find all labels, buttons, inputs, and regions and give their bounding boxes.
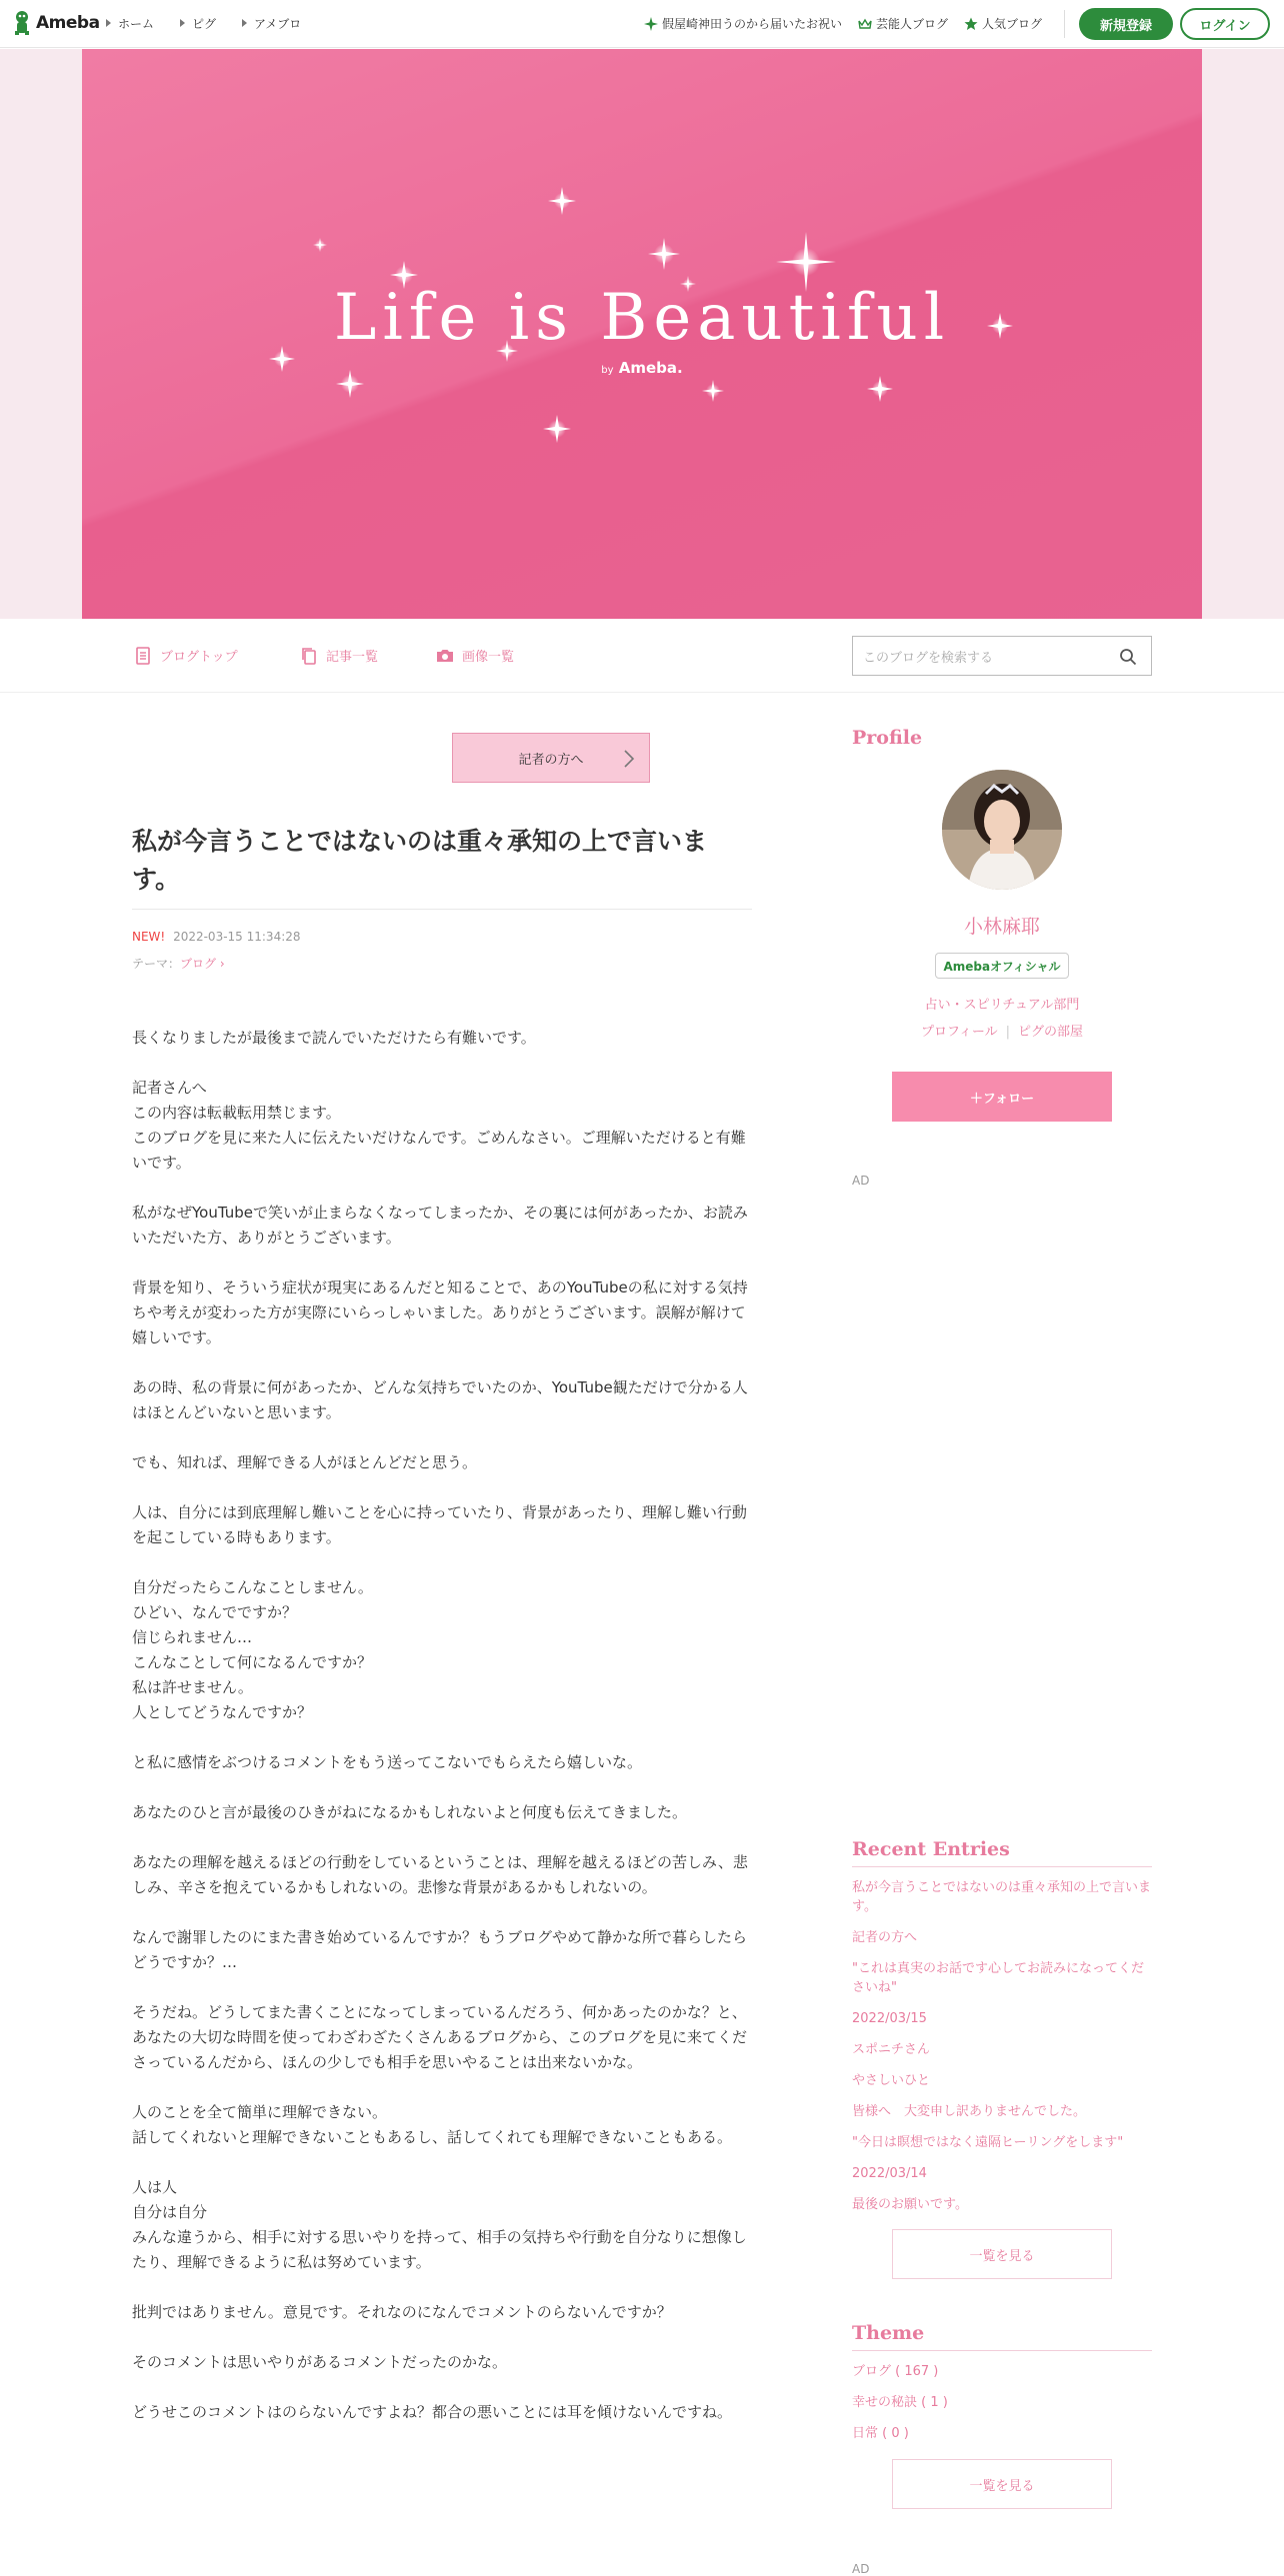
entry-paragraph: 背景を知り、そういう症状が現実にあるんだと知ることで、あのYouTubeの私に対する気持ちや考えが変わった方が実際にいらっしゃいました。ありがとうございます。誤解が解けて嬉しいです。 bbox=[132, 1279, 748, 1346]
entry-paragraph: 記者さんへ この内容は転載転用禁じます。 このブログを見に来た人に伝えたいだけなんです。ごめんなさい。ご理解いただけると有難いです。 bbox=[132, 1079, 746, 1172]
recent-entries-heading: Recent Entries bbox=[852, 1838, 1152, 1867]
ad-label-2: AD bbox=[852, 2562, 870, 2576]
logo-wordmark: Ameba bbox=[36, 13, 100, 33]
entry-paragraph: あなたの理解を越えるほどの行動をしているということは、理解を越えるほどの苦しみ、悲しみ、辛さを抱えているかもしれないの。悲惨な背景があるかもしれないの。 bbox=[132, 1853, 748, 1896]
star-icon bbox=[964, 17, 978, 31]
entry-meta bbox=[132, 930, 301, 944]
theme-heading: Theme bbox=[852, 2322, 1152, 2351]
entry-paragraph: そうだね。どうしてまた書くことになってしまっているんだろう、何かあったのかな？と、あなたの大切な時間を使ってわざわざたくさんあるブログから、このブログを見に来てくださっているんだから、ほんの少しでも相手を思いやることは出来ないかな。 bbox=[132, 2003, 748, 2071]
profile-name[interactable]: 小林麻耶 bbox=[963, 916, 1040, 938]
login-button[interactable]: ログイン bbox=[1180, 8, 1270, 40]
follow-button[interactable]: ＋フォロー bbox=[892, 1072, 1112, 1122]
new-badge: NEW! bbox=[132, 930, 166, 944]
entry-datetime: 2022-03-15 11:34:28 bbox=[173, 930, 301, 944]
profile-avatar[interactable] bbox=[942, 770, 1062, 890]
global-nav bbox=[106, 15, 301, 32]
global-header bbox=[0, 0, 1284, 48]
crown-icon bbox=[858, 17, 872, 31]
blog-header-image[interactable] bbox=[82, 49, 1202, 619]
entry-title[interactable]: 私が今言うことではないのは重々承知の上で言います。 bbox=[132, 827, 708, 894]
theme-link[interactable]: ブログ bbox=[180, 957, 217, 971]
recent-entry-link[interactable]: "これは真実のお話です心してお読みになってくださいね" bbox=[852, 1961, 1144, 1995]
avatar-image bbox=[942, 770, 1062, 890]
document-icon bbox=[134, 647, 152, 665]
link-celebrity-blog-label: 芸能人ブログ bbox=[876, 17, 949, 31]
recent-entry-link[interactable]: 皆様へ 大変申し訳ありませんでした。 bbox=[852, 2104, 1087, 2119]
recent-entry-link[interactable]: やさしいひと bbox=[852, 2073, 931, 2088]
profile-category[interactable]: 占い・スピリチュアル部門 bbox=[924, 998, 1080, 1013]
chevron-right-small-icon: › bbox=[216, 957, 225, 971]
entry-paragraph: 人は、自分には到底理解し難いことを心に持っていたり、背景があったり、理解し難い行動を起こしている時もあります。 bbox=[132, 1503, 747, 1546]
entry-paragraph: 私がなぜYouTubeで笑いが止まらなくなってしまったか、その裏には何があったか、お読みいただいた方、ありがとうございます。 bbox=[132, 1204, 748, 1247]
entry-paragraph: でも、知れば、理解できる人がほとんどだと思う。 bbox=[132, 1453, 478, 1471]
sparkle-icon bbox=[644, 17, 658, 31]
entry-paragraph: どうせこのコメントはのらないんですよね？都合の悪いことには耳を傾けないんですね。 bbox=[132, 2403, 733, 2421]
link-popular-blog[interactable] bbox=[964, 15, 1042, 32]
entry-paragraph: あなたのひと言が最後のひきがねになるかもしれないよと何度も伝えてきました。 bbox=[132, 1803, 688, 1821]
theme-label: テーマ： bbox=[132, 957, 181, 971]
ad-label: AD bbox=[852, 1174, 870, 1188]
entry-paragraph: 長くなりましたが最後まで読んでいただけたら有難いです。 bbox=[132, 1029, 536, 1047]
recent-entry-link[interactable]: 2022/03/14 bbox=[852, 2166, 927, 2181]
recent-more-button[interactable]: 一覧を見る bbox=[892, 2229, 1112, 2279]
nav-home[interactable]: ホーム bbox=[106, 15, 154, 32]
hero-byline bbox=[82, 359, 1202, 377]
nav-pig[interactable]: ピグ bbox=[180, 15, 216, 32]
reporter-link-button[interactable] bbox=[452, 733, 650, 783]
entry-paragraph: そのコメントは思いやりがあるコメントだったのかな。 bbox=[132, 2353, 508, 2371]
camera-icon bbox=[436, 647, 454, 665]
recent-entry-link[interactable]: 2022/03/15 bbox=[852, 2011, 927, 2026]
ameba-mascot-icon bbox=[12, 9, 32, 37]
nav-blog-top-label: ブログトップ bbox=[160, 650, 238, 665]
copy-icon bbox=[300, 647, 318, 665]
nav-image-list-label: 画像一覧 bbox=[462, 650, 515, 665]
recent-entry-link[interactable]: 私が今言うことではないのは重々承知の上で言います。 bbox=[852, 1880, 1152, 1914]
hero-by: by bbox=[601, 365, 614, 376]
entry-paragraph: 人のことを全て簡単に理解できない。 話してくれないと理解できないこともあるし、話してくれても理解できないこともある。 bbox=[132, 2103, 733, 2146]
nav-entry-list[interactable] bbox=[300, 646, 378, 665]
entry-paragraph: 批判ではありません。意見です。それなのになんでコメントのらないんですか？ bbox=[132, 2303, 672, 2321]
recent-entries-list bbox=[852, 1878, 1152, 2226]
link-celebration[interactable] bbox=[644, 15, 842, 32]
entry-theme bbox=[132, 955, 225, 972]
theme-more-button[interactable]: 一覧を見る bbox=[892, 2459, 1112, 2509]
theme-link[interactable]: ブログ ( 167 ) bbox=[852, 2364, 939, 2379]
recent-entry-link[interactable]: スポニチさん bbox=[852, 2042, 931, 2057]
hero-brand: Ameba. bbox=[618, 359, 683, 377]
pig-room-link[interactable]: ピグの部屋 bbox=[1018, 1025, 1084, 1040]
reporter-link-label: 記者の方へ bbox=[518, 752, 584, 768]
search-placeholder: このブログを検索する bbox=[863, 650, 994, 666]
search-icon[interactable] bbox=[1119, 648, 1137, 666]
blog-search-input[interactable] bbox=[852, 636, 1152, 676]
link-celebration-label: 假屋崎神田うのから届いたお祝い bbox=[662, 17, 843, 31]
recent-entry-link[interactable]: 最後のお願いです。 bbox=[852, 2197, 968, 2212]
nav-blog-top[interactable] bbox=[134, 646, 238, 665]
signup-button[interactable]: 新規登録 bbox=[1079, 8, 1173, 40]
blog-nav bbox=[0, 619, 1284, 693]
chevron-right-icon bbox=[623, 749, 635, 769]
header-divider bbox=[1064, 10, 1065, 38]
entry-paragraph: と私に感情をぶつけるコメントをもう送ってこないでもらえたら嬉しいな。 bbox=[132, 1753, 643, 1771]
recent-entry-link[interactable]: "今日は瞑想ではなく遠隔ヒーリングをします" bbox=[852, 2135, 1124, 2150]
entry-paragraph: 自分だったらこんなことしません。 ひどい、なんでですか？ 信じられません… こんなことして何になるんですか？ 私は許せません。 人としてどうなんですか？ bbox=[132, 1578, 373, 1721]
theme-link[interactable]: 日常 ( 0 ) bbox=[852, 2426, 909, 2441]
header-links bbox=[644, 15, 1042, 32]
hero-title: Life is Beautiful bbox=[333, 281, 951, 355]
link-celebrity-blog[interactable] bbox=[858, 15, 948, 32]
nav-entry-list-label: 記事一覧 bbox=[326, 650, 379, 665]
nav-ameblo[interactable]: アメブロ bbox=[242, 15, 301, 32]
entry-paragraph: 人は人 自分は自分 みんな違うから、相手に対する思いやりを持って、相手の気持ちや行動を自分なりに想像したり、理解できるように私は努めています。 bbox=[132, 2178, 747, 2271]
entry-body bbox=[132, 1026, 752, 2450]
nav-image-list[interactable] bbox=[436, 646, 514, 665]
link-separator: | bbox=[1005, 1025, 1011, 1040]
link-popular-blog-label: 人気ブログ bbox=[982, 17, 1043, 31]
theme-link[interactable]: 幸せの秘訣 ( 1 ) bbox=[852, 2395, 948, 2410]
official-badge: Amebaオフィシャル bbox=[935, 953, 1069, 979]
title-divider bbox=[132, 909, 752, 910]
recent-entry-link[interactable]: 記者の方へ bbox=[852, 1930, 918, 1945]
profile-links bbox=[852, 1021, 1152, 1040]
entry-paragraph: なんで謝罪したのにまた書き始めているんですか？もうブログやめて静かな所で暮らしたらどうですか？… bbox=[132, 1928, 748, 1971]
theme-list bbox=[852, 2362, 1152, 2455]
profile-link[interactable]: プロフィール bbox=[920, 1025, 998, 1040]
entry-paragraph: あの時、私の背景に何があったか、どんな気持ちでいたのか、YouTube観ただけで分かる人はほとんどいないと思います。 bbox=[132, 1378, 748, 1421]
ameba-logo[interactable] bbox=[12, 9, 100, 37]
profile-heading: Profile bbox=[852, 727, 923, 749]
